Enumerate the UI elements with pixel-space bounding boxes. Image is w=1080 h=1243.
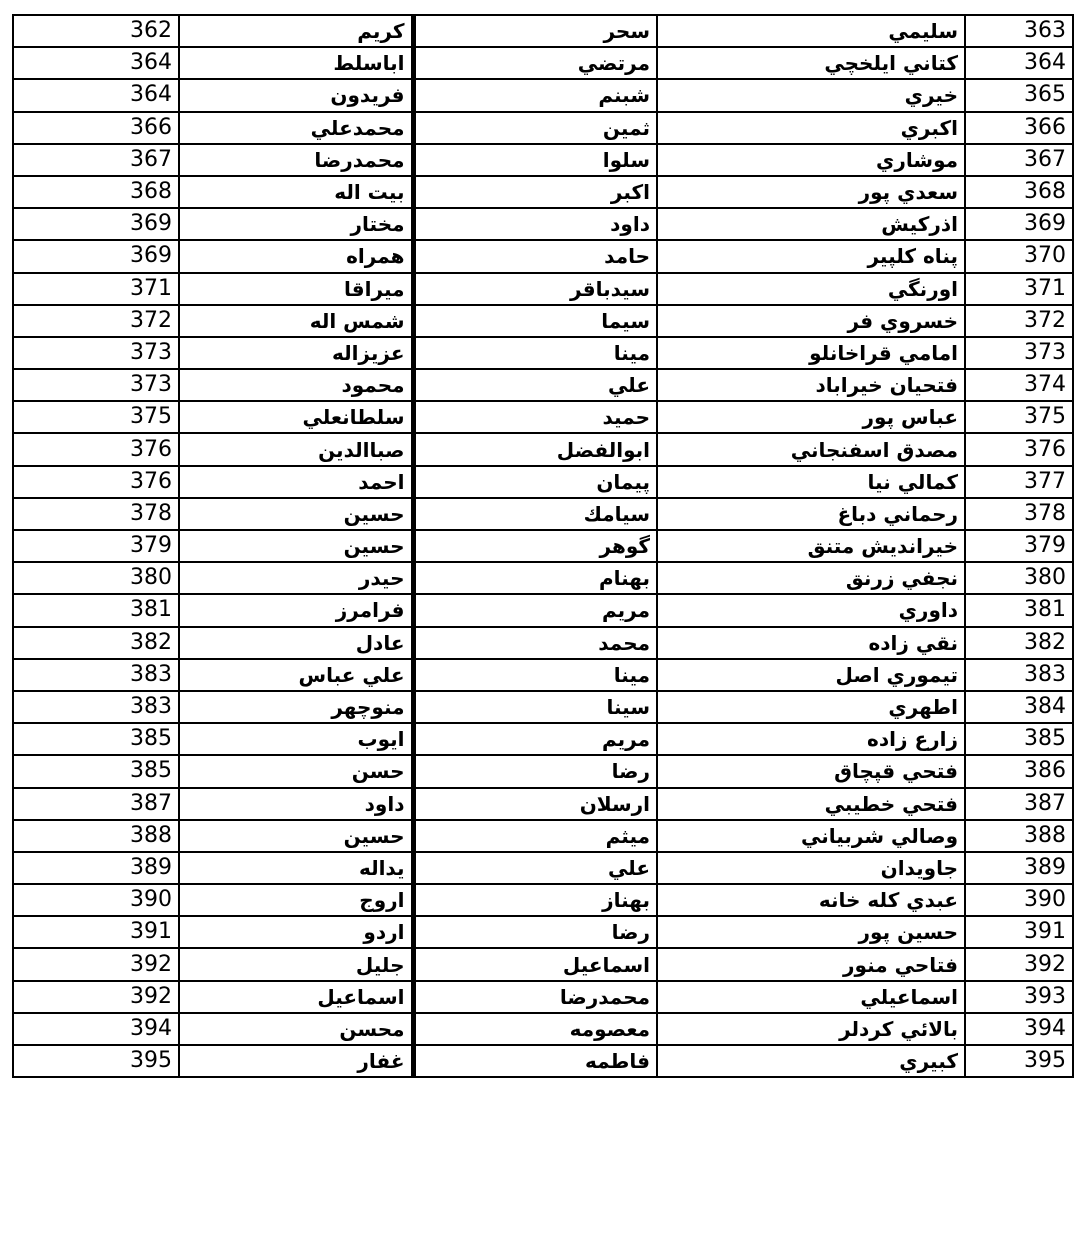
table-row (13, 1013, 1073, 1045)
cell-number-right: 378 (965, 498, 1073, 530)
cell-number-left: 367 (13, 144, 179, 176)
cell-number-left: 394 (13, 1013, 179, 1045)
table-row (13, 79, 1073, 111)
cell-first-name-left: محمدرضا (179, 144, 413, 176)
cell-first-name-right: مينا (413, 659, 657, 691)
cell-number-right: 381 (965, 594, 1073, 626)
cell-number-left: 366 (13, 112, 179, 144)
cell-first-name-right: ثمين (413, 112, 657, 144)
data-sheet (12, 14, 1072, 1078)
cell-number-left: 387 (13, 788, 179, 820)
table-row (13, 337, 1073, 369)
cell-first-name-left: ميراقا (179, 273, 413, 305)
cell-number-right: 388 (965, 820, 1073, 852)
table-row (13, 884, 1073, 916)
cell-first-name-left: فرامرز (179, 594, 413, 626)
cell-first-name-right: مينا (413, 337, 657, 369)
cell-first-name-left: ايوب (179, 723, 413, 755)
cell-first-name-left: بيت اله (179, 176, 413, 208)
cell-first-name-left: حسين (179, 820, 413, 852)
cell-first-name-left: حيدر (179, 562, 413, 594)
cell-first-name-right: حامد (413, 240, 657, 272)
table-row (13, 594, 1073, 626)
cell-number-right: 390 (965, 884, 1073, 916)
cell-number-right: 380 (965, 562, 1073, 594)
cell-first-name-right: حميد (413, 401, 657, 433)
cell-first-name-left: عزيزاله (179, 337, 413, 369)
cell-number-left: 364 (13, 79, 179, 111)
cell-number-right: 372 (965, 305, 1073, 337)
table-row (13, 47, 1073, 79)
table-row (13, 433, 1073, 465)
cell-number-left: 392 (13, 981, 179, 1013)
table-row (13, 401, 1073, 433)
table-row (13, 369, 1073, 401)
cell-first-name-left: يداله (179, 852, 413, 884)
cell-first-name-left: كريم (179, 15, 413, 47)
cell-last-name-right: فتاحي منور (657, 948, 965, 980)
cell-number-right: 377 (965, 466, 1073, 498)
cell-number-right: 386 (965, 755, 1073, 787)
cell-first-name-right: محمدرضا (413, 981, 657, 1013)
cell-number-left: 375 (13, 401, 179, 433)
cell-first-name-right: بهناز (413, 884, 657, 916)
cell-number-right: 371 (965, 273, 1073, 305)
cell-first-name-left: محمدعلي (179, 112, 413, 144)
cell-last-name-right: عبدي كله خانه (657, 884, 965, 916)
cell-number-right: 366 (965, 112, 1073, 144)
cell-number-right: 389 (965, 852, 1073, 884)
cell-first-name-left: همراه (179, 240, 413, 272)
cell-first-name-left: اباسلط (179, 47, 413, 79)
table-row (13, 208, 1073, 240)
cell-first-name-right: علي (413, 369, 657, 401)
cell-number-right: 365 (965, 79, 1073, 111)
cell-number-left: 380 (13, 562, 179, 594)
cell-number-right: 376 (965, 433, 1073, 465)
names-table (12, 14, 1074, 1078)
cell-number-left: 371 (13, 273, 179, 305)
cell-last-name-right: فتحيان خيراباد (657, 369, 965, 401)
cell-first-name-left: فريدون (179, 79, 413, 111)
cell-last-name-right: خيري (657, 79, 965, 111)
cell-number-right: 385 (965, 723, 1073, 755)
cell-first-name-left: منوچهر (179, 691, 413, 723)
cell-first-name-right: گوهر (413, 530, 657, 562)
table-row (13, 852, 1073, 884)
cell-last-name-right: حسين پور (657, 916, 965, 948)
cell-first-name-left: اروج (179, 884, 413, 916)
cell-number-right: 373 (965, 337, 1073, 369)
cell-first-name-right: سيما (413, 305, 657, 337)
cell-last-name-right: موشاري (657, 144, 965, 176)
cell-first-name-right: سيدباقر (413, 273, 657, 305)
cell-last-name-right: سعدي پور (657, 176, 965, 208)
cell-last-name-right: نجفي زرنق (657, 562, 965, 594)
cell-number-left: 389 (13, 852, 179, 884)
cell-first-name-left: غفار (179, 1045, 413, 1077)
cell-number-left: 369 (13, 240, 179, 272)
cell-last-name-right: عباس پور (657, 401, 965, 433)
cell-last-name-right: نقي زاده (657, 627, 965, 659)
cell-last-name-right: كمالي نيا (657, 466, 965, 498)
cell-number-left: 368 (13, 176, 179, 208)
cell-first-name-right: ارسلان (413, 788, 657, 820)
cell-number-left: 383 (13, 659, 179, 691)
cell-last-name-right: كتاني ايلخچي (657, 47, 965, 79)
cell-last-name-right: فتحي قپچاق (657, 755, 965, 787)
cell-first-name-right: اكبر (413, 176, 657, 208)
cell-number-left: 364 (13, 47, 179, 79)
table-row (13, 273, 1073, 305)
cell-number-left: 382 (13, 627, 179, 659)
table-row (13, 691, 1073, 723)
cell-number-left: 373 (13, 369, 179, 401)
table-row (13, 916, 1073, 948)
cell-first-name-right: معصومه (413, 1013, 657, 1045)
cell-number-right: 395 (965, 1045, 1073, 1077)
cell-last-name-right: كبيري (657, 1045, 965, 1077)
cell-last-name-right: سليمي (657, 15, 965, 47)
cell-number-left: 385 (13, 755, 179, 787)
cell-first-name-right: رضا (413, 755, 657, 787)
cell-first-name-left: مختار (179, 208, 413, 240)
cell-number-left: 383 (13, 691, 179, 723)
cell-last-name-right: اورنگي (657, 273, 965, 305)
cell-last-name-right: امامي قراخانلو (657, 337, 965, 369)
table-body (13, 15, 1073, 1077)
table-row (13, 755, 1073, 787)
cell-number-left: 392 (13, 948, 179, 980)
cell-number-right: 367 (965, 144, 1073, 176)
cell-last-name-right: تيموري اصل (657, 659, 965, 691)
cell-number-right: 363 (965, 15, 1073, 47)
table-row (13, 981, 1073, 1013)
cell-first-name-right: پيمان (413, 466, 657, 498)
cell-number-right: 364 (965, 47, 1073, 79)
cell-first-name-right: ابوالفضل (413, 433, 657, 465)
cell-number-left: 390 (13, 884, 179, 916)
cell-first-name-right: رضا (413, 916, 657, 948)
cell-first-name-right: ميثم (413, 820, 657, 852)
table-row (13, 788, 1073, 820)
table-row (13, 144, 1073, 176)
cell-last-name-right: فتحي خطيبي (657, 788, 965, 820)
cell-number-right: 368 (965, 176, 1073, 208)
cell-first-name-right: فاطمه (413, 1045, 657, 1077)
cell-number-right: 387 (965, 788, 1073, 820)
cell-first-name-left: شمس اله (179, 305, 413, 337)
cell-number-left: 362 (13, 15, 179, 47)
cell-number-right: 370 (965, 240, 1073, 272)
cell-number-right: 391 (965, 916, 1073, 948)
cell-first-name-right: داود (413, 208, 657, 240)
cell-last-name-right: اكبري (657, 112, 965, 144)
table-row (13, 15, 1073, 47)
cell-first-name-left: داود (179, 788, 413, 820)
cell-last-name-right: زارع زاده (657, 723, 965, 755)
cell-first-name-left: اسماعيل (179, 981, 413, 1013)
table-row (13, 723, 1073, 755)
cell-first-name-right: شبنم (413, 79, 657, 111)
cell-last-name-right: خيرانديش متنق (657, 530, 965, 562)
cell-first-name-right: سحر (413, 15, 657, 47)
cell-number-right: 392 (965, 948, 1073, 980)
cell-first-name-right: بهنام (413, 562, 657, 594)
cell-number-right: 374 (965, 369, 1073, 401)
table-row (13, 112, 1073, 144)
table-row (13, 820, 1073, 852)
cell-last-name-right: مصدق اسفنجاني (657, 433, 965, 465)
cell-first-name-right: علي (413, 852, 657, 884)
cell-first-name-left: محمود (179, 369, 413, 401)
cell-number-right: 394 (965, 1013, 1073, 1045)
cell-number-left: 372 (13, 305, 179, 337)
table-row (13, 240, 1073, 272)
table-row (13, 659, 1073, 691)
cell-first-name-left: حسين (179, 498, 413, 530)
cell-number-right: 384 (965, 691, 1073, 723)
cell-last-name-right: خسروي فر (657, 305, 965, 337)
cell-number-left: 381 (13, 594, 179, 626)
cell-number-left: 391 (13, 916, 179, 948)
table-row (13, 627, 1073, 659)
cell-first-name-right: سيامك (413, 498, 657, 530)
cell-first-name-right: سينا (413, 691, 657, 723)
cell-number-left: 388 (13, 820, 179, 852)
cell-number-left: 369 (13, 208, 179, 240)
cell-first-name-left: محسن (179, 1013, 413, 1045)
cell-number-right: 383 (965, 659, 1073, 691)
cell-last-name-right: رحماني دباغ (657, 498, 965, 530)
cell-number-right: 393 (965, 981, 1073, 1013)
cell-last-name-right: اطهري (657, 691, 965, 723)
cell-last-name-right: بالائي كردلر (657, 1013, 965, 1045)
cell-first-name-right: مريم (413, 723, 657, 755)
cell-first-name-right: محمد (413, 627, 657, 659)
cell-first-name-left: جليل (179, 948, 413, 980)
cell-number-left: 373 (13, 337, 179, 369)
table-row (13, 176, 1073, 208)
cell-first-name-left: احمد (179, 466, 413, 498)
cell-number-right: 382 (965, 627, 1073, 659)
table-row (13, 466, 1073, 498)
cell-number-left: 378 (13, 498, 179, 530)
cell-first-name-left: علي عباس (179, 659, 413, 691)
cell-first-name-right: مريم (413, 594, 657, 626)
cell-last-name-right: اسماعيلي (657, 981, 965, 1013)
cell-number-left: 376 (13, 466, 179, 498)
table-row (13, 498, 1073, 530)
cell-number-right: 375 (965, 401, 1073, 433)
cell-last-name-right: وصالي شربياني (657, 820, 965, 852)
cell-number-left: 379 (13, 530, 179, 562)
cell-last-name-right: داوري (657, 594, 965, 626)
cell-first-name-left: صباالدين (179, 433, 413, 465)
cell-last-name-right: پناه كلپير (657, 240, 965, 272)
table-row (13, 305, 1073, 337)
table-row (13, 562, 1073, 594)
cell-first-name-left: عادل (179, 627, 413, 659)
cell-first-name-right: سلوا (413, 144, 657, 176)
cell-number-left: 385 (13, 723, 179, 755)
cell-first-name-left: اردو (179, 916, 413, 948)
cell-number-left: 376 (13, 433, 179, 465)
cell-number-right: 379 (965, 530, 1073, 562)
cell-first-name-left: سلطانعلي (179, 401, 413, 433)
table-row (13, 1045, 1073, 1077)
table-row (13, 530, 1073, 562)
table-row (13, 948, 1073, 980)
cell-number-right: 369 (965, 208, 1073, 240)
cell-first-name-right: اسماعيل (413, 948, 657, 980)
cell-first-name-right: مرتضي (413, 47, 657, 79)
cell-last-name-right: اذركيش (657, 208, 965, 240)
cell-last-name-right: جاويدان (657, 852, 965, 884)
cell-number-left: 395 (13, 1045, 179, 1077)
cell-first-name-left: حسن (179, 755, 413, 787)
cell-first-name-left: حسين (179, 530, 413, 562)
